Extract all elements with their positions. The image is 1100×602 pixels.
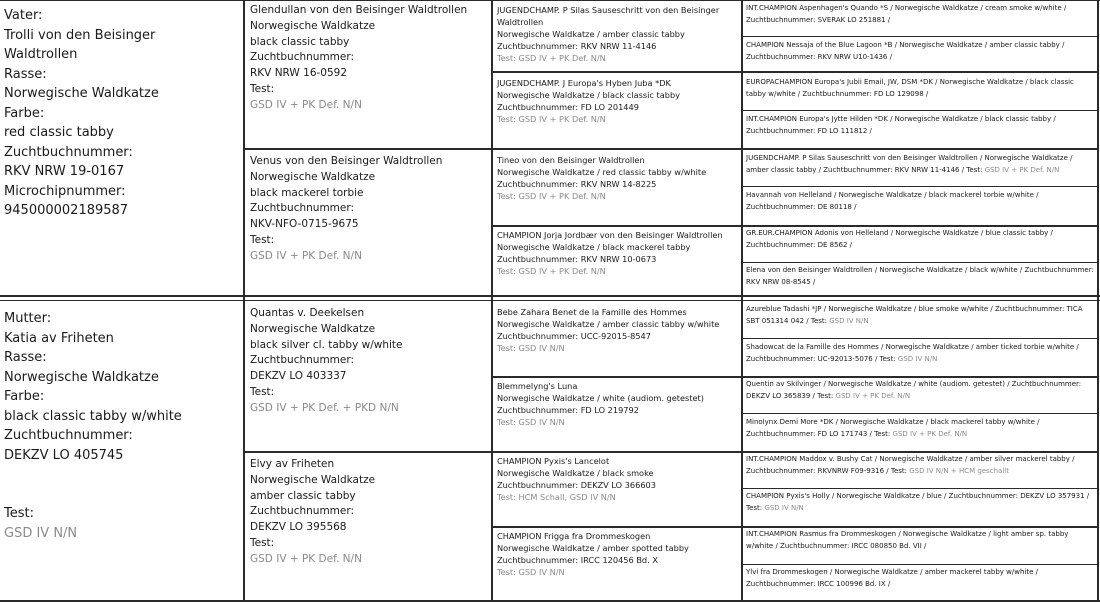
father-breed-label: Rasse: [4,66,47,82]
grandparent-cell [493,77,741,125]
grid-line [0,0,1100,1]
parent-cell [245,457,491,568]
grandparent-reg: Zuchtbuchnummer: RKV NRW 14-8225 [497,179,657,189]
grandparent-breed-color: Norwegische Waldkatze / white (audiom. getestet) [497,393,704,403]
section-divider [0,295,1100,297]
great-grandparent-cell [743,40,1097,63]
mother-name: Katia av Friheten [4,330,114,346]
grid-line [742,36,1099,37]
grandparent-reg: Zuchtbuchnummer: FD LO 201449 [497,102,639,112]
grid-line [492,225,1099,227]
great-grandparent-test: GSD IV + PK Def. N/N [984,165,1060,174]
great-grandparent-cell [743,190,1097,213]
great-grandparent-entry: INT.CHAMPION Rasmus fra Drommeskogen / Norwegische Waldkatze / light amber sp. tabby w/white / Zuchtbuchnummer: IRCC 080850 Bd. VII / [746,530,1069,550]
mother-reg: DEKZV LO 405745 [4,447,124,463]
grandparent-test: GSD IV N/N [518,417,565,427]
great-grandparent-test: GSD IV N/N [764,503,804,512]
grandparent-cell [493,380,741,428]
grandparent-cell [493,4,741,64]
parent-color: black classic tabby [250,35,350,48]
great-grandparent-cell [743,3,1097,26]
grandparent-test: GSD IV + PK Def. N/N [518,53,606,63]
grandparent-test: GSD IV + PK Def. N/N [518,191,606,201]
father-name-line-2: Waldtrollen [4,47,78,62]
grandparent-cell [493,229,741,277]
grandparent-test-label: Test: [497,114,516,124]
grandparent-breed-color: Norwegische Waldkatze / amber spotted tabby [497,543,689,553]
great-grandparent-entry: Havannah von Helleland / Norwegische Waldkatze / black mackerel torbie w/white / Zuchtbuchnummer: DE 80118 / [746,191,1039,211]
mother-test [0,504,243,543]
mother-breed: Norwegische Waldkatze [4,369,159,385]
grid-line [742,338,1099,339]
parent-cell [245,3,491,114]
grid-line [742,186,1099,187]
father-chip-label: Microchipnummer: [4,183,126,199]
grid-line [742,564,1099,565]
grandparent-breed-color: Norwegische Waldkatze / black classic tabby [497,90,680,100]
mother-color-label: Farbe: [4,389,45,404]
grandparent-breed-color: Norwegische Waldkatze / red classic tabby w/white [497,167,707,177]
mother-breed-label: Rasse: [4,350,47,365]
great-grandparent-cell [743,114,1097,137]
parent-name: Glendullan von den Beisinger Waldtrollen [250,4,468,16]
grandparent-reg: Zuchtbuchnummer: FD LO 219792 [497,405,639,415]
mother-test-label: Test: [4,506,34,521]
grandparent-test: HCM Schall, GSD IV N/N [518,492,616,502]
great-grandparent-entry: Quentin av Skilvinger / Norwegische Waldkatze / white (audiom. getestet) / Zuchtbuchnummer: DEKZV LO 365839 / Test: [746,380,1082,400]
father-breed: Norwegische Waldkatze [4,86,159,101]
great-grandparent-test: GSD IV N/N + HCM geschallt [909,466,1009,475]
great-grandparent-test: GSD IV + PK Def. N/N [835,391,911,400]
great-grandparent-cell [743,491,1097,514]
parent-breed: Norwegische Waldkatze [250,322,376,335]
grid-line [742,413,1099,414]
grandparent-test-label: Test: [497,492,516,502]
great-grandparent-cell [743,454,1097,477]
grid-line [1097,0,1099,602]
grandparent-breed-color: Norwegische Waldkatze / amber classic tabby [497,29,685,39]
father-cell [0,6,243,221]
grandparent-breed-color: Norwegische Waldkatze / black mackerel tabby [497,242,691,252]
grandparent-test: GSD IV + PK Def. N/N [518,266,606,276]
grid-line [244,148,1099,150]
parent-test-label: Test: [250,233,275,246]
parent-reg: RKV NRW 16-0592 [250,67,348,80]
great-grandparent-entry: GR.EUR.CHAMPION Adonis von Helleland / Norwegische Waldkatze / blue classic tabby / Zuchtbuchnummer: DE 8562 / [746,229,1053,249]
parent-reg-label: Zuchtbuchnummer: [250,505,355,518]
section-divider [0,300,1100,301]
grandparent-test-label: Test: [497,191,516,201]
parent-test-label: Test: [250,536,275,549]
parent-reg: DEKZV LO 395568 [250,521,347,534]
grandparent-test: GSD IV N/N [518,343,565,353]
parent-test: GSD IV + PK Def. + PKD N/N [250,401,399,414]
great-grandparent-cell [743,417,1097,440]
great-grandparent-entry: Ylvi fra Drommeskogen / Norwegische Waldkatze / amber mackerel tabby w/white / Zuchtbuchnummer: IRCC 100996 Bd. IX / [746,568,1038,588]
grandparent-test: GSD IV N/N [518,567,565,577]
mother-heading: Mutter: [4,311,52,326]
great-grandparent-entry: Azureblue Tadashi *JP / Norwegische Waldkatze / blue smoke w/white / Zuchtbuchnummer: TICA SBT 051314 042 / Test: [746,305,1083,325]
grandparent-cell [493,530,741,578]
grandparent-test-label: Test: [497,266,516,276]
grandparent-test-label: Test: [497,417,516,427]
great-grandparent-cell [743,529,1097,552]
parent-breed: Norwegische Waldkatze [250,19,376,32]
great-grandparent-entry: INT.CHAMPION Europa's Jytte Hilden *DK / Norwegische Waldkatze / black classic tabby / Zuchtbuchnummer: FD LO 111812 / [746,115,1056,135]
great-grandparent-entry: Minolynx Demi More *DK / Norwegische Waldkatze / black mackerel tabby w/white / Zuchtbuchnummer: FD LO 171743 / Test: [746,418,1040,438]
father-heading: Vater: [4,8,43,23]
parent-name: Venus von den Beisinger Waldtrollen [250,155,443,167]
grid-line [742,110,1099,111]
grandparent-breed-color: Norwegische Waldkatze / amber classic tabby w/white [497,319,720,329]
grandparent-breed-color: Norwegische Waldkatze / black smoke [497,468,654,478]
great-grandparent-cell [743,379,1097,402]
grandparent-name: Bebe Zahara Benet de la Famille des Hommes [497,307,687,317]
grandparent-reg: Zuchtbuchnummer: IRCC 120456 Bd. X [497,555,658,565]
grid-line [244,451,1099,453]
grandparent-test-label: Test: [497,567,516,577]
mother-reg-label: Zuchtbuchnummer: [4,428,133,443]
great-grandparent-test: GSD IV N/N [897,354,938,363]
great-grandparent-test: GSD IV + PK Def. N/N [892,429,968,438]
parent-test-label: Test: [250,385,275,398]
great-grandparent-cell [743,567,1097,590]
great-grandparent-entry: Elena von den Beisinger Waldtrollen / Norwegische Waldkatze / black w/white / Zuchtbuchnummer: RKV NRW 08-8545 / [746,266,1094,286]
parent-test: GSD IV + PK Def. N/N [250,249,362,262]
father-chip: 945000002189587 [4,203,129,218]
parent-color: amber classic tabby [250,489,356,502]
great-grandparent-entry: CHAMPION Nessaja of the Blue Lagoon *B / Norwegische Waldkatze / amber classic tabby / Zuchtbuchnummer: RKV NRW U10-1436 / [746,41,1065,61]
great-grandparent-cell [743,342,1097,365]
grandparent-test: GSD IV + PK Def. N/N [518,114,606,124]
grandparent-reg: Zuchtbuchnummer: RKV NRW 11-4146 [497,41,657,51]
great-grandparent-entry: INT.CHAMPION Maddox v. Bushy Cat / Norwegische Waldkatze / amber silver mackerel tabby / Zuchtbuchnummer: RKVNRW F09-9316 / Test: [746,455,1075,475]
parent-name: Quantas v. Deekelsen [250,307,365,319]
great-grandparent-cell [743,153,1097,176]
grandparent-test-label: Test: [497,53,516,63]
parent-color: black mackerel torbie [250,186,364,199]
parent-breed: Norwegische Waldkatze [250,170,376,183]
great-grandparent-entry: JUGENDCHAMP. P Silas Sauseschritt von den Beisinger Waldtrollen / Norwegische Waldkatze / amber classic tabby / Zuchtbuchnummer: RKV NRW 11-4146 / Test: [746,154,1073,174]
great-grandparent-cell [743,77,1097,100]
grid-line [492,376,1099,378]
parent-reg-label: Zuchtbuchnummer: [250,354,355,367]
grandparent-name: CHAMPION Jorja Jordbær von den Beisinger Waldtrollen [497,230,723,240]
grandparent-name: Blemmelyng's Luna [497,381,578,391]
grid-line [492,526,1099,528]
grandparent-reg: Zuchtbuchnummer: RKV NRW 10-0673 [497,254,657,264]
grandparent-reg: Zuchtbuchnummer: UCC-92015-8547 [497,331,651,341]
parent-test: GSD IV + PK Def. N/N [250,552,362,565]
parent-breed: Norwegische Waldkatze [250,473,376,486]
grandparent-cell [493,455,741,503]
grandparent-reg: Zuchtbuchnummer: DEKZV LO 366603 [497,480,656,490]
great-grandparent-cell [743,228,1097,251]
parent-cell [245,154,491,265]
parent-cell [245,306,491,417]
mother-test-value: GSD IV N/N [4,525,78,541]
mother-cell [0,309,243,465]
father-reg: RKV NRW 19-0167 [4,164,125,179]
great-grandparent-entry: INT.CHAMPION Aspenhagen's Quando *S / Norwegische Waldkatze / cream smoke w/white / Zuchtbuchnummer: SVERAK LO 251881 / [746,4,1067,24]
grandparent-cell [493,306,741,354]
parent-reg: DEKZV LO 403337 [250,370,347,383]
grid-line [742,262,1099,263]
great-grandparent-entry: EUROPACHAMPION Europa's Jubii Email, JW, DSM *DK / Norwegische Waldkatze / black classic tabby w/white / Zuchtbuchnummer: FD LO 129098 / [746,78,1074,98]
grandparent-name: CHAMPION Pyxis's Lancelot [497,456,610,466]
grandparent-name: CHAMPION Frigga fra Drommeskogen [497,531,651,541]
grandparent-test-label: Test: [497,343,516,353]
parent-reg: NKV-NFO-0715-9675 [250,218,359,231]
parent-test-label: Test: [250,82,275,95]
grandparent-cell [493,154,741,202]
father-name-line-1: Trolli von den Beisinger [4,27,156,43]
mother-color: black classic tabby w/white [4,408,182,424]
parent-reg-label: Zuchtbuchnummer: [250,51,355,64]
great-grandparent-cell [743,304,1097,327]
great-grandparent-cell [743,265,1097,288]
parent-test: GSD IV + PK Def. N/N [250,98,362,111]
grandparent-name: JUGENDCHAMP. P Silas Sauseschritt von den Beisinger Waldtrollen [497,5,720,27]
parent-reg-label: Zuchtbuchnummer: [250,202,355,215]
great-grandparent-entry: CHAMPION Pyxis's Holly / Norwegische Waldkatze / blue / Zuchtbuchnummer: DEKZV LO 357931 / Test: [746,492,1090,512]
parent-color: black silver cl. tabby w/white [250,338,403,351]
grandparent-name: Tineo von den Beisinger Waldtrollen [497,155,645,165]
grid-line [742,488,1099,489]
great-grandparent-test: GSD IV N/N [829,316,869,325]
father-color: red classic tabby [4,125,114,140]
great-grandparent-entry: Shadowcat de la Famille des Hommes / Norwegische Waldkatze / amber ticked torbie w/white / Zuchtbuchnummer: UC-92013-5076 / Test: [746,343,1079,363]
grid-line [492,71,1099,73]
father-reg-label: Zuchtbuchnummer: [4,144,133,160]
father-color-label: Farbe: [4,105,45,121]
parent-name: Elvy av Friheten [250,458,335,470]
grandparent-name: JUGENDCHAMP. J Europa's Hyben Juba *DK [497,78,671,88]
